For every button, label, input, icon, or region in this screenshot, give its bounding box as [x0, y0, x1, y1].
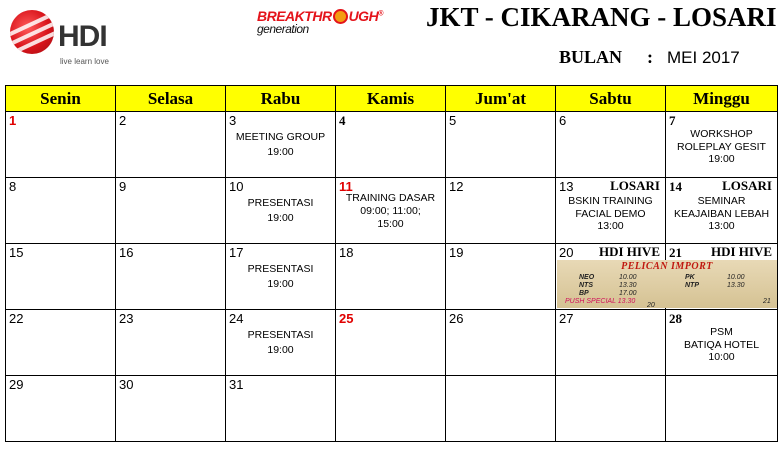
day-cell [226, 112, 336, 178]
day-cell [556, 178, 666, 244]
day-cell [446, 178, 556, 244]
day-cell [226, 376, 336, 442]
hdi-logo [8, 10, 118, 70]
day-number: 23 [119, 311, 134, 326]
weekday-header-row [6, 86, 778, 112]
hdi-logo-text: HDI [58, 20, 107, 53]
weekday-header: Senin [6, 86, 116, 112]
day-cell [556, 376, 666, 442]
day-number: 10 [229, 179, 244, 194]
day-number: 27 [559, 311, 574, 326]
day-cell [666, 310, 778, 376]
day-number: 3 [229, 113, 237, 128]
banner-special: PUSH SPECIAL 13.30 [565, 298, 636, 305]
day-cell [226, 178, 336, 244]
banner-time: 13.30 [619, 282, 637, 289]
event-text: PSM BATIQA HOTEL 10:00 [683, 326, 760, 363]
day-cell [446, 112, 556, 178]
day-cell [116, 178, 226, 244]
calendar-table [5, 85, 778, 442]
day-number: 4 [339, 113, 346, 128]
day-number: 1 [9, 113, 17, 128]
banner-code: BP [579, 290, 589, 297]
weekday-header: Kamis [336, 86, 446, 112]
day-number: 28 [669, 311, 682, 326]
day-cell [6, 178, 116, 244]
hdi-tagline: live learn love [60, 57, 109, 66]
banner-code: NTS [579, 282, 593, 289]
day-cell [336, 244, 446, 310]
day-number: 6 [559, 113, 567, 128]
banner-day: 21 [763, 298, 771, 305]
day-number: 7 [669, 113, 676, 128]
day-cell [446, 310, 556, 376]
day-number: 2 [119, 113, 127, 128]
day-cell [446, 244, 556, 310]
day-number: 31 [229, 377, 244, 392]
month-colon: : [647, 47, 653, 67]
day-number: 17 [229, 245, 244, 260]
day-cell [116, 310, 226, 376]
day-number: 26 [449, 311, 464, 326]
location-label: LOSARI [722, 178, 772, 193]
event-text: PRESENTASI 19:00 [247, 329, 314, 356]
day-cell [226, 310, 336, 376]
day-cell [556, 112, 666, 178]
event-text: SEMINAR KEAJAIBAN LEBAH 13:00 [673, 195, 770, 232]
breakthrough-subtext: generation [257, 22, 309, 36]
day-cell [336, 178, 446, 244]
event-text: TRAINING DASAR 09:00; 11:00; 15:00 [345, 192, 436, 230]
day-number: 13 [559, 179, 574, 194]
weekday-header: Sabtu [556, 86, 666, 112]
day-cell [6, 376, 116, 442]
day-number: 8 [9, 179, 17, 194]
calendar-week [6, 178, 778, 244]
day-cell [556, 244, 771, 310]
calendar-week [6, 310, 778, 376]
day-number: 20 [559, 245, 574, 260]
day-number: 18 [339, 245, 354, 260]
day-number: 21 [669, 245, 682, 260]
breakthrough-logo [257, 8, 417, 38]
event-text: PRESENTASI 19:00 [247, 263, 314, 290]
day-number: 5 [449, 113, 457, 128]
day-number: 11 [339, 179, 353, 194]
banner-time: 13.30 [727, 282, 745, 289]
month-label: BULAN [559, 47, 623, 67]
weekday-header: Minggu [666, 86, 778, 112]
location-label: HDI HIVE [598, 244, 660, 259]
calendar-week [6, 376, 778, 442]
page-title: JKT - CIKARANG - LOSARI [426, 2, 777, 32]
day-cell [6, 112, 116, 178]
event-text: WORKSHOP ROLEPLAY GESIT 19:00 [677, 128, 766, 165]
day-cell [116, 376, 226, 442]
location-label: HDI HIVE [710, 244, 772, 259]
hdi-globe-icon [10, 10, 54, 54]
day-number: 16 [119, 245, 134, 260]
day-cell [116, 112, 226, 178]
day-cell [116, 244, 226, 310]
banner-time: 10.00 [619, 274, 637, 281]
banner-code: NEO [579, 274, 595, 281]
day-number: 12 [449, 179, 464, 194]
event-text: MEETING GROUP 19:00 [235, 131, 326, 158]
calendar-week [6, 244, 778, 310]
day-number: 24 [229, 311, 244, 326]
banner-day: 20 [647, 302, 655, 308]
banner-time: 17.00 [619, 290, 637, 297]
day-number: 9 [119, 179, 127, 194]
location-label: LOSARI [610, 178, 660, 193]
weekday-header: Jum'at [446, 86, 556, 112]
event-text: BSKIN TRAINING FACIAL DEMO 13:00 [568, 195, 653, 232]
day-cell [666, 178, 778, 244]
day-number: 15 [9, 245, 24, 260]
day-cell [226, 244, 336, 310]
month-value: MEI 2017 [667, 48, 740, 67]
event-text: PRESENTASI 19:00 [247, 197, 314, 224]
breakthrough-o-icon [333, 9, 348, 24]
breakthrough-text: BREAKTHR UGH® [257, 8, 383, 24]
calendar-week [6, 112, 778, 178]
banner-time: 10.00 [727, 274, 745, 281]
day-cell [556, 310, 666, 376]
day-cell [336, 376, 446, 442]
day-cell [666, 112, 778, 178]
day-number: 30 [119, 377, 134, 392]
day-cell [666, 376, 778, 442]
day-cell [666, 244, 778, 310]
day-number: 14 [669, 179, 682, 194]
day-number: 19 [449, 245, 464, 260]
day-number: 25 [339, 311, 354, 326]
day-cell [336, 112, 446, 178]
banner-title: PELICAN IMPORT [621, 261, 713, 272]
weekday-header: Rabu [226, 86, 336, 112]
day-number: 29 [9, 377, 24, 392]
banner-code: NTP [685, 282, 699, 289]
day-number: 22 [9, 311, 24, 326]
banner-code: PK [685, 274, 695, 281]
day-cell [446, 376, 556, 442]
weekday-header: Selasa [116, 86, 226, 112]
day-cell [336, 310, 446, 376]
day-cell [6, 244, 116, 310]
day-cell [6, 310, 116, 376]
